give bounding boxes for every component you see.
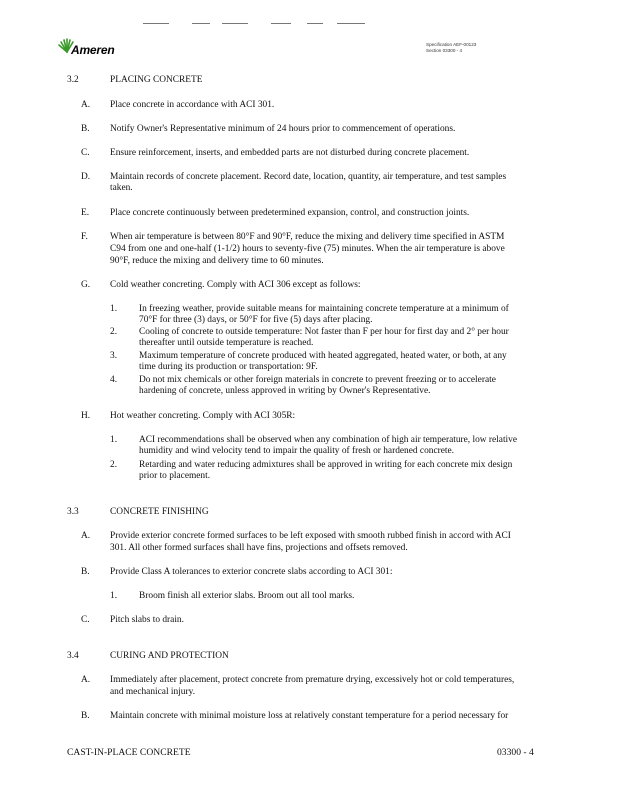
item-label: B. [81,124,90,134]
header-rule [222,23,248,24]
section-number: 3.2 [67,75,79,85]
subitem-text: 70°F for three (3) days, or 50°F for five (5) days after placing. [139,315,373,325]
subitem-text: prior to placement. [139,471,211,481]
subitem-text: Cooling of concrete to outside temperature: Not faster than F per hour for first day and 2° per hour [139,327,509,337]
item-text: Pitch slabs to drain. [110,615,184,625]
subitem-text: humidity and wind velocity tend to impair the quality of fresh or hardened concrete. [139,446,455,456]
item-label: H. [81,411,91,421]
subitem-label: 3. [110,351,118,361]
subitem-label: 1. [110,304,118,314]
item-text: 301. All other formed surfaces shall have fins, projections and offsets removed. [110,543,408,553]
item-text: and mechanical injury. [110,687,196,697]
section-number: 3.4 [67,651,79,661]
subitem-text: Retarding and water reducing admixtures shall be approved in writing for each concrete mix design [139,460,513,470]
subitem-text: In freezing weather, provide suitable means for maintaining concrete temperature at a minimum of [139,304,509,314]
item-text: Cold weather concreting. Comply with ACI 306 except as follows: [110,280,361,290]
item-label: A. [81,675,91,685]
item-label: A. [81,100,91,110]
item-text: Place concrete continuously between predetermined expansion, control, and construction joints. [110,208,470,218]
ameren-logo [57,38,117,60]
spec-reference: Specification AEF-00123 Section 03300 - 4 [426,42,477,53]
subitem-label: 2. [110,327,118,337]
item-text: Maintain records of concrete placement. Record date, location, quantity, air temperature, and test samples [110,172,507,182]
subitem-text: Do not mix chemicals or other foreign materials in concrete to prevent freezing or to accelerate [139,375,496,385]
header-rule [307,23,323,24]
header-rule [143,23,169,24]
item-text: Provide Class A tolerances to exterior concrete slabs according to ACI 301: [110,567,393,577]
subitem-label: 2. [110,460,118,470]
item-text: taken. [110,183,133,193]
item-text: C94 from one and one-half (1-1/2) hours to seventy-five (75) minutes. When the air temperature is above [110,244,505,254]
item-text: Hot weather concreting. Comply with ACI 305R: [110,411,296,421]
item-text: When air temperature is between 80°F and 90°F, reduce the mixing and delivery time specified in ASTM [110,232,505,242]
item-text: Maintain concrete with minimal moisture loss at relatively constant temperature for a period necessary for [110,711,509,721]
logo-wordmark: Ameren [71,43,115,57]
item-label: G. [81,280,91,290]
section-title: PLACING CONCRETE [110,75,203,85]
item-label: E. [81,208,90,218]
subitem-text: hardening of concrete, unless approved in writing by Owner's Representative. [139,386,431,396]
footer-title: CAST-IN-PLACE CONCRETE [67,747,191,758]
header-rule [271,23,291,24]
subitem-text: time during its production or transportation: 9F. [139,362,318,372]
header-rule [192,23,210,24]
subitem-text: Maximum temperature of concrete produced with heated aggregated, heated water, or both, at any [139,351,507,361]
subitem-text: thereafter until outside temperature is reached. [139,338,314,348]
item-label: A. [81,531,91,541]
item-text: Notify Owner's Representative minimum of 24 hours prior to commencement of operations. [110,124,456,134]
section-number: 3.3 [67,507,79,517]
item-label: F. [81,232,88,242]
section-title: CONCRETE FINISHING [110,507,209,517]
subitem-label: 4. [110,375,118,385]
item-text: 90°F, reduce the mixing and delivery time to 60 minutes. [110,256,324,266]
subitem-text: ACI recommendations shall be observed when any combination of high air temperature, low relative [139,435,518,445]
item-text: Ensure reinforcement, inserts, and embedded parts are not disturbed during concrete placement. [110,148,470,158]
subitem-label: 1. [110,435,118,445]
subitem-text: Broom finish all exterior slabs. Broom out all tool marks. [139,591,355,601]
section-title: CURING AND PROTECTION [110,651,229,661]
header-rule [337,23,365,24]
subitem-label: 1. [110,591,118,601]
footer-page-number: 03300 - 4 [497,747,534,758]
item-text: Provide exterior concrete formed surfaces to be left exposed with smooth rubbed finish in accord with ACI [110,531,511,541]
item-label: B. [81,711,90,721]
item-label: C. [81,615,90,625]
item-text: Place concrete in accordance with ACI 301. [110,100,275,110]
item-label: C. [81,148,90,158]
item-label: B. [81,567,90,577]
item-text: Immediately after placement, protect concrete from premature drying, excessively hot or cold temperatures, [110,675,515,685]
item-label: D. [81,172,91,182]
